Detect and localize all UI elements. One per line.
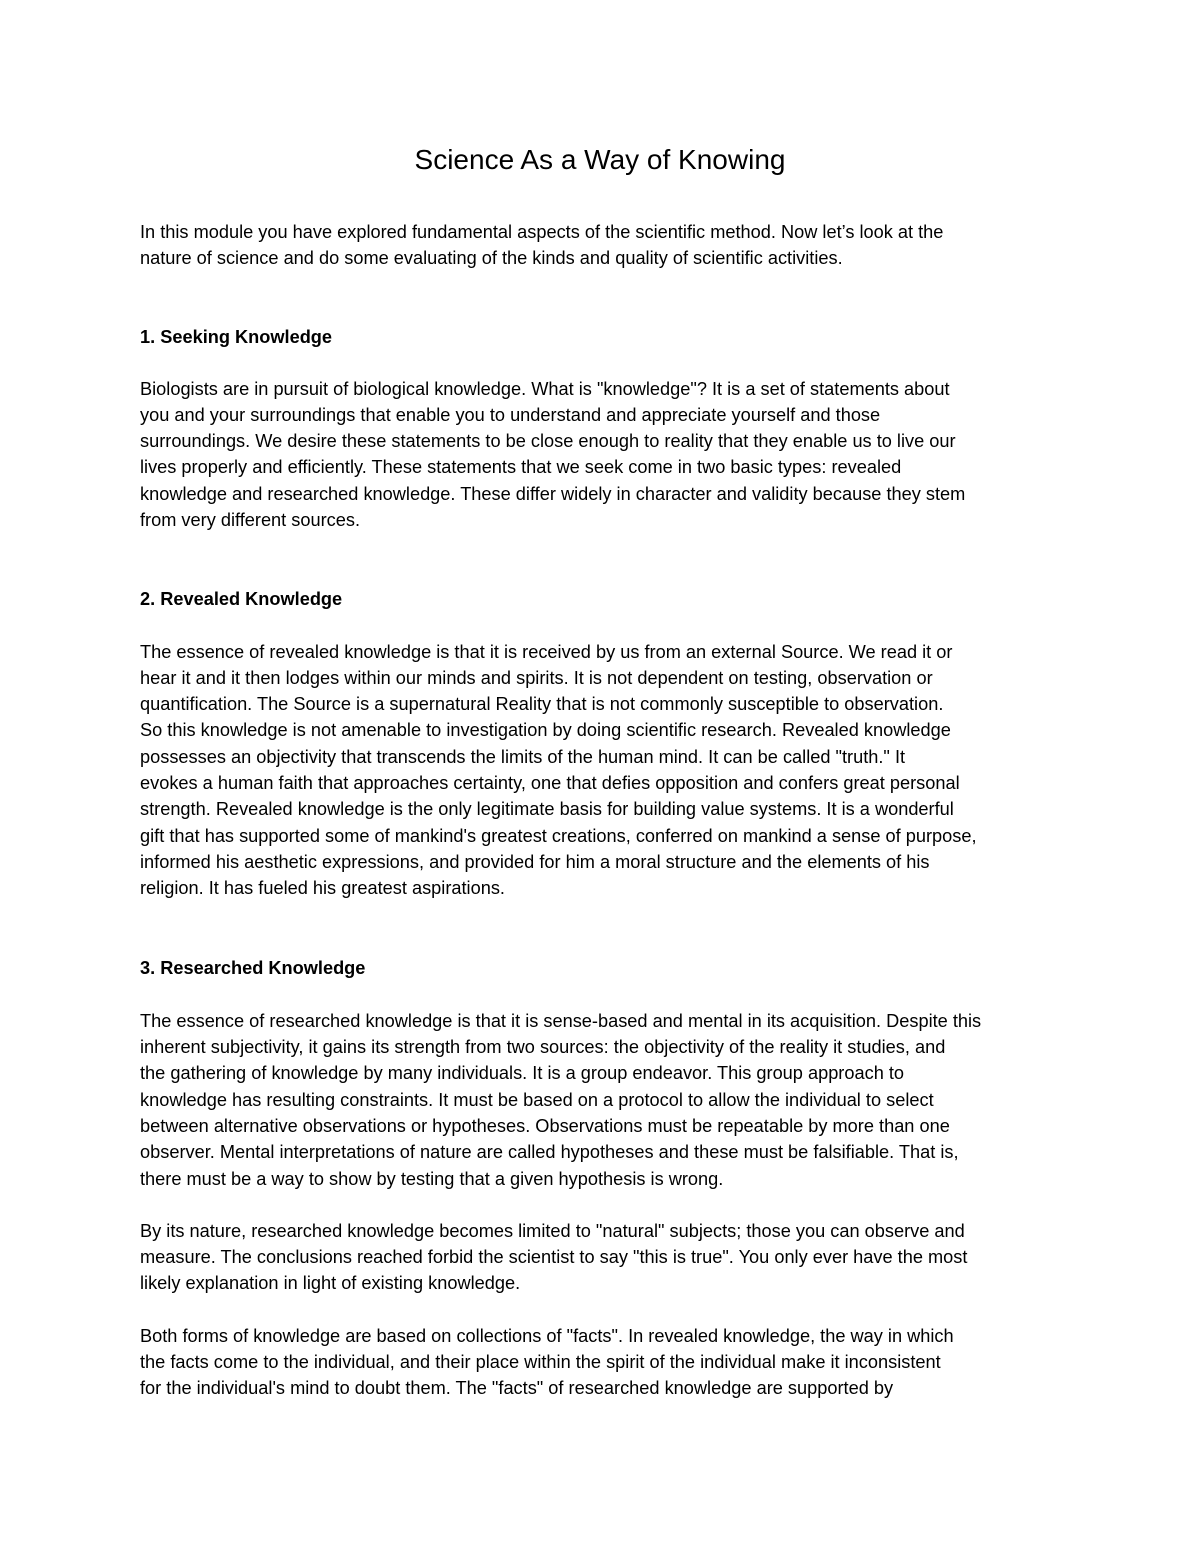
paragraph-line: hear it and it then lodges within our minds and spirits. It is not dependent on testing, observation or xyxy=(140,668,933,688)
paragraph-line: you and your surroundings that enable you to understand and appreciate yourself and those xyxy=(140,405,881,425)
paragraph-line: The essence of revealed knowledge is that it is received by us from an external Source. We read it or xyxy=(140,642,953,662)
paragraph-line: possesses an objectivity that transcends the limits of the human mind. It can be called "truth." It xyxy=(140,747,906,767)
paragraph-line: there must be a way to show by testing that a given hypothesis is wrong. xyxy=(140,1169,724,1189)
paragraph-line: religion. It has fueled his greatest aspirations. xyxy=(140,878,505,898)
paragraph-line: likely explanation in light of existing knowledge. xyxy=(140,1273,521,1293)
paragraph-line: surroundings. We desire these statements to be close enough to reality that they enable us to live our xyxy=(140,431,956,451)
paragraph-line: Biologists are in pursuit of biological knowledge. What is "knowledge"? It is a set of statements about xyxy=(140,379,950,399)
paragraph-line: Both forms of knowledge are based on collections of "facts". In revealed knowledge, the way in which xyxy=(140,1326,954,1346)
paragraph-line: gift that has supported some of mankind's greatest creations, conferred on mankind a sense of purpose, xyxy=(140,826,977,846)
intro-line: nature of science and do some evaluating of the kinds and quality of scientific activities. xyxy=(140,248,843,268)
paragraph-line: By its nature, researched knowledge becomes limited to "natural" subjects; those you can observe and xyxy=(140,1221,965,1241)
intro-line: In this module you have explored fundamental aspects of the scientific method. Now let’s look at the xyxy=(140,222,944,242)
section-heading-revealed-knowledge: 2. Revealed Knowledge xyxy=(140,589,343,609)
section-heading-seeking-knowledge: 1. Seeking Knowledge xyxy=(140,327,333,347)
paragraph-line: So this knowledge is not amenable to investigation by doing scientific research. Revealed knowledge xyxy=(140,720,951,740)
paragraph-line: inherent subjectivity, it gains its strength from two sources: the objectivity of the reality it studies, and xyxy=(140,1037,946,1057)
paragraph-line: knowledge and researched knowledge. These differ widely in character and validity because they stem xyxy=(140,484,966,504)
paragraph-line: knowledge has resulting constraints. It must be based on a protocol to allow the individual to select xyxy=(140,1090,934,1110)
paragraph-line: strength. Revealed knowledge is the only legitimate basis for building value systems. It is a wonderful xyxy=(140,799,954,819)
paragraph-line: the facts come to the individual, and their place within the spirit of the individual make it inconsistent xyxy=(140,1352,941,1372)
paragraph-line: quantification. The Source is a supernatural Reality that is not commonly susceptible to observation. xyxy=(140,694,944,714)
paragraph-line: evokes a human faith that approaches certainty, one that defies opposition and confers great personal xyxy=(140,773,960,793)
section-heading-researched-knowledge: 3. Researched Knowledge xyxy=(140,958,366,978)
paragraph-line: lives properly and efficiently. These statements that we seek come in two basic types: revealed xyxy=(140,457,902,477)
paragraph-line: measure. The conclusions reached forbid the scientist to say "this is true". You only ever have the most xyxy=(140,1247,968,1267)
paragraph-line: informed his aesthetic expressions, and provided for him a moral structure and the elements of his xyxy=(140,852,930,872)
paragraph-line: the gathering of knowledge by many individuals. It is a group endeavor. This group approach to xyxy=(140,1063,905,1083)
paragraph-line: for the individual's mind to doubt them. The "facts" of researched knowledge are supported by xyxy=(140,1378,894,1398)
paragraph-line: The essence of researched knowledge is that it is sense-based and mental in its acquisition. Despite this xyxy=(140,1011,982,1031)
paragraph-line: observer. Mental interpretations of nature are called hypotheses and these must be falsifiable. That is, xyxy=(140,1142,959,1162)
document-title: Science As a Way of Knowing xyxy=(414,144,786,175)
paragraph-line: between alternative observations or hypotheses. Observations must be repeatable by more than one xyxy=(140,1116,950,1136)
paragraph-line: from very different sources. xyxy=(140,510,361,530)
